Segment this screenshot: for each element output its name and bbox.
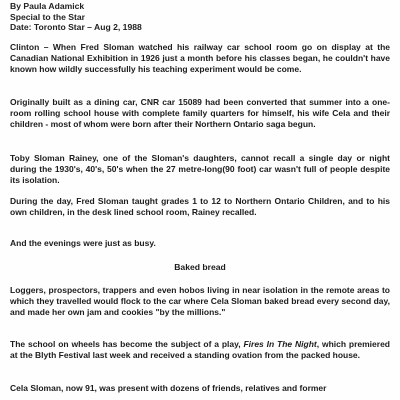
article-byline: [10, 1, 142, 33]
byline-author: By Paula Adamick: [10, 1, 85, 11]
paragraph-7: [10, 339, 390, 361]
paragraph-5: And the evenings were just as busy.: [10, 238, 156, 248]
paragraph-7-lead: The school on wheels has become the subject of a play,: [10, 339, 244, 349]
byline-affiliation: Special to the Star: [10, 11, 85, 22]
paragraph-8: Cela Sloman, now 91, was present with dozens of friends, relatives and former: [10, 383, 327, 393]
section-subheading: Baked bread: [174, 262, 226, 272]
paragraph-1: Clinton – When Fred Sloman watched his railway car school room go on display at the Canadian National Exhibition in 1926 just a month before his classes began, he couldn't have known how wildly successfully his teaching experiment would be come.: [10, 42, 390, 74]
paragraph-4: During the day, Fred Sloman taught grades 1 to 12 to Northern Ontario Children, and to his own children, in the desk lined school room, Rainey recalled.: [10, 196, 390, 217]
paragraph-7-tail: , which premiered at the Blyth Festival last week and received a standing ovation from the packed house.: [10, 339, 390, 360]
paragraph-6: Loggers, prospectors, trappers and even hobos living in near isolation in the remote areas to which they travelled would flock to the car where Cela Sloman baked bread every second day, and made her own jam and cookies "by the millions.": [10, 285, 390, 317]
byline-source-date: Date: Toronto Star – Aug 2, 1988: [10, 22, 142, 32]
paragraph-2: Originally built as a dining car, CNR car 15089 had been converted that summer into a one-room rolling school house with complete family quarters for himself, his wife Cela and their children - most of whom were born after their Northern Ontario saga begun.: [10, 97, 390, 129]
play-title: Fires In The Night: [243, 339, 317, 349]
paragraph-3: Toby Sloman Rainey, one of the Sloman's daughters, cannot recall a single day or night during the 1930's, 40's, 50's when the 27 metre-long(90 foot) car wasn't full of people despite its isolation.: [10, 153, 390, 185]
